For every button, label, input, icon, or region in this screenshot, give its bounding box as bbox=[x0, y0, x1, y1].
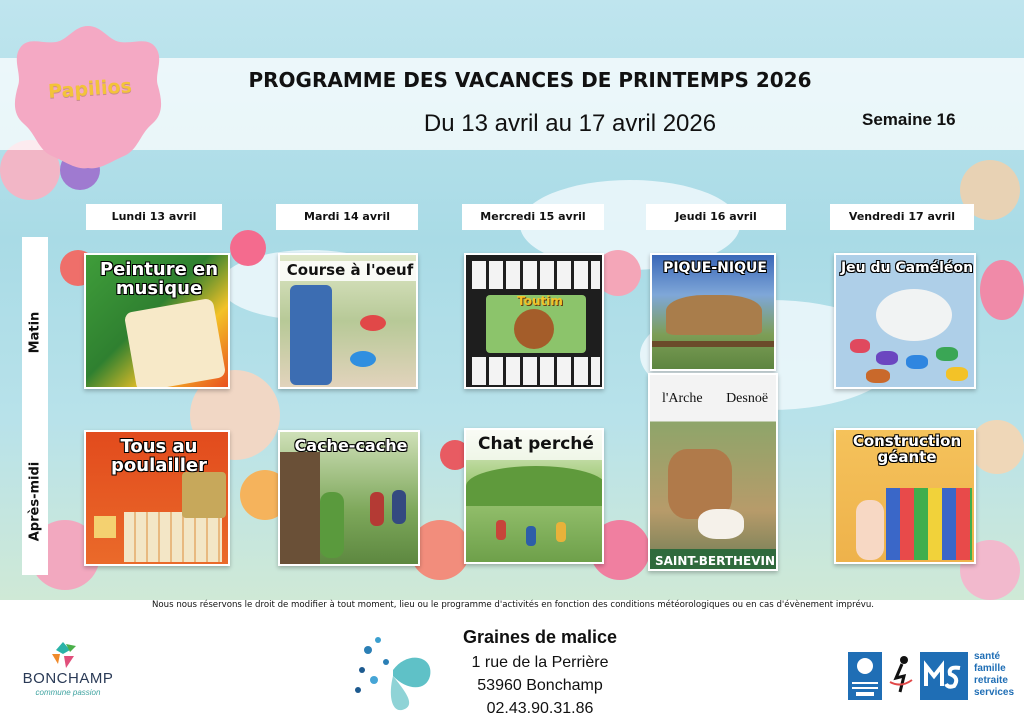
badge-label: Papilios bbox=[47, 75, 133, 103]
activity-card-monday-afternoon bbox=[84, 430, 230, 566]
activity-card-friday-afternoon bbox=[834, 428, 976, 564]
color-blot-image bbox=[876, 351, 898, 365]
caf-logo-icon bbox=[848, 652, 882, 700]
youth-ministry-logo bbox=[886, 652, 916, 700]
address-line: 1 rue de la Perrière bbox=[471, 654, 609, 671]
day-header: Jeudi 16 avril bbox=[646, 204, 786, 230]
graines-de-malice-logo bbox=[348, 620, 438, 720]
youth-logo-icon bbox=[886, 652, 916, 700]
activity-card-thursday-morning bbox=[650, 253, 776, 371]
period-text: Après-midi bbox=[27, 461, 43, 541]
day-header: Lundi 13 avril bbox=[86, 204, 222, 230]
activity-label: PIQUE-NIQUE bbox=[663, 260, 767, 276]
flower-decoration bbox=[980, 260, 1024, 320]
child-figure-image bbox=[290, 285, 332, 385]
activity-label: Cache-cache bbox=[294, 436, 408, 455]
tree-trunk-image bbox=[280, 452, 320, 566]
bonchamp-logo bbox=[18, 640, 118, 700]
msa-line: famille bbox=[974, 663, 1006, 674]
activity-label: Tous au poulailler bbox=[111, 436, 207, 476]
period-text: Matin bbox=[27, 311, 43, 353]
bonchamp-logo-icon bbox=[48, 640, 78, 670]
msa-logo-icon bbox=[920, 652, 968, 700]
logo-text: l'Arche bbox=[661, 391, 703, 406]
color-blot-image bbox=[906, 355, 928, 369]
fence-image bbox=[652, 341, 776, 347]
child-figure-image bbox=[392, 490, 406, 524]
cards-row-image bbox=[472, 261, 600, 289]
game-box-image bbox=[182, 472, 226, 518]
hedgehog-image bbox=[514, 309, 554, 349]
flower-decoration bbox=[970, 420, 1024, 474]
child-figure-image bbox=[496, 520, 506, 540]
period-label-morning bbox=[22, 237, 48, 427]
disclaimer-text: Nous nous réservons le droit de modifier à tout moment, lieu ou le programme d'activités en fonction des conditions météorologiques ou en cas d'évènement imprévu. bbox=[152, 600, 874, 610]
day-header: Vendredi 17 avril bbox=[830, 204, 974, 230]
activity-label: Peinture en musique bbox=[99, 259, 219, 299]
msa-line: retraite bbox=[974, 675, 1008, 686]
flower-decoration bbox=[230, 230, 266, 266]
activity-label: Course à l'oeuf bbox=[280, 261, 418, 281]
activity-card-tuesday-morning bbox=[278, 253, 418, 389]
bonchamp-logo-text: BONCHAMP bbox=[22, 670, 114, 687]
arche-desnoe-logo bbox=[654, 381, 776, 417]
egg-spoon-image bbox=[360, 315, 386, 331]
activity-label: Chat perché bbox=[466, 430, 604, 460]
date-range: Du 13 avril au 17 avril 2026 bbox=[423, 110, 717, 137]
address-line: 53960 Bonchamp bbox=[477, 677, 603, 694]
child-figure-image bbox=[856, 500, 884, 560]
cards-row-image bbox=[472, 357, 600, 385]
msa-logo bbox=[920, 652, 968, 700]
butterfly-logo-image bbox=[348, 620, 438, 720]
color-blot-image bbox=[866, 369, 890, 383]
game-board-image bbox=[124, 512, 222, 562]
child-figure-image bbox=[556, 522, 566, 542]
child-figure-image bbox=[320, 492, 344, 558]
chameleon-image bbox=[876, 289, 952, 341]
activity-card-thursday-afternoon bbox=[648, 373, 778, 571]
week-label: Semaine 16 bbox=[862, 110, 956, 129]
activity-card-monday-morning bbox=[84, 253, 230, 389]
logo-text: Desnoë bbox=[726, 391, 769, 406]
msa-line: services bbox=[974, 687, 1015, 698]
color-blot-image bbox=[850, 339, 870, 353]
egg-spoon-image bbox=[350, 351, 376, 367]
activity-card-tuesday-afternoon bbox=[278, 430, 420, 566]
child-figure-image bbox=[526, 526, 536, 546]
day-header: Mardi 14 avril bbox=[276, 204, 418, 230]
piano-keys-image bbox=[124, 298, 227, 389]
construction-toy-image bbox=[886, 488, 972, 560]
period-label-afternoon bbox=[22, 427, 48, 575]
activity-label: Construction géante bbox=[852, 432, 962, 466]
color-blot-image bbox=[946, 367, 968, 381]
caf-logo bbox=[848, 652, 882, 700]
child-figure-image bbox=[370, 492, 384, 526]
page-title: PROGRAMME DES VACANCES DE PRINTEMPS 2026 bbox=[248, 68, 812, 92]
color-blot-image bbox=[936, 347, 958, 361]
activity-label: Toutim bbox=[517, 294, 563, 308]
camels-image bbox=[666, 295, 762, 335]
activity-card-wednesday-afternoon bbox=[464, 428, 604, 564]
bonchamp-tagline: commune passion bbox=[35, 688, 101, 697]
phone-number: 02.43.90.31.86 bbox=[486, 700, 594, 717]
activity-card-friday-morning bbox=[834, 253, 976, 389]
activity-card-wednesday-morning bbox=[464, 253, 604, 389]
activity-label: SAINT-BERTHEVIN bbox=[650, 549, 778, 571]
msa-line: santé bbox=[974, 651, 1001, 662]
day-header: Mercredi 15 avril bbox=[462, 204, 604, 230]
trees-image bbox=[466, 466, 604, 506]
bucket-image bbox=[698, 509, 744, 539]
org-name: Graines de malice bbox=[462, 627, 618, 647]
msa-text-block bbox=[974, 651, 1024, 699]
dice-image bbox=[94, 516, 116, 538]
activity-label: Jeu du Caméléon bbox=[840, 260, 974, 276]
